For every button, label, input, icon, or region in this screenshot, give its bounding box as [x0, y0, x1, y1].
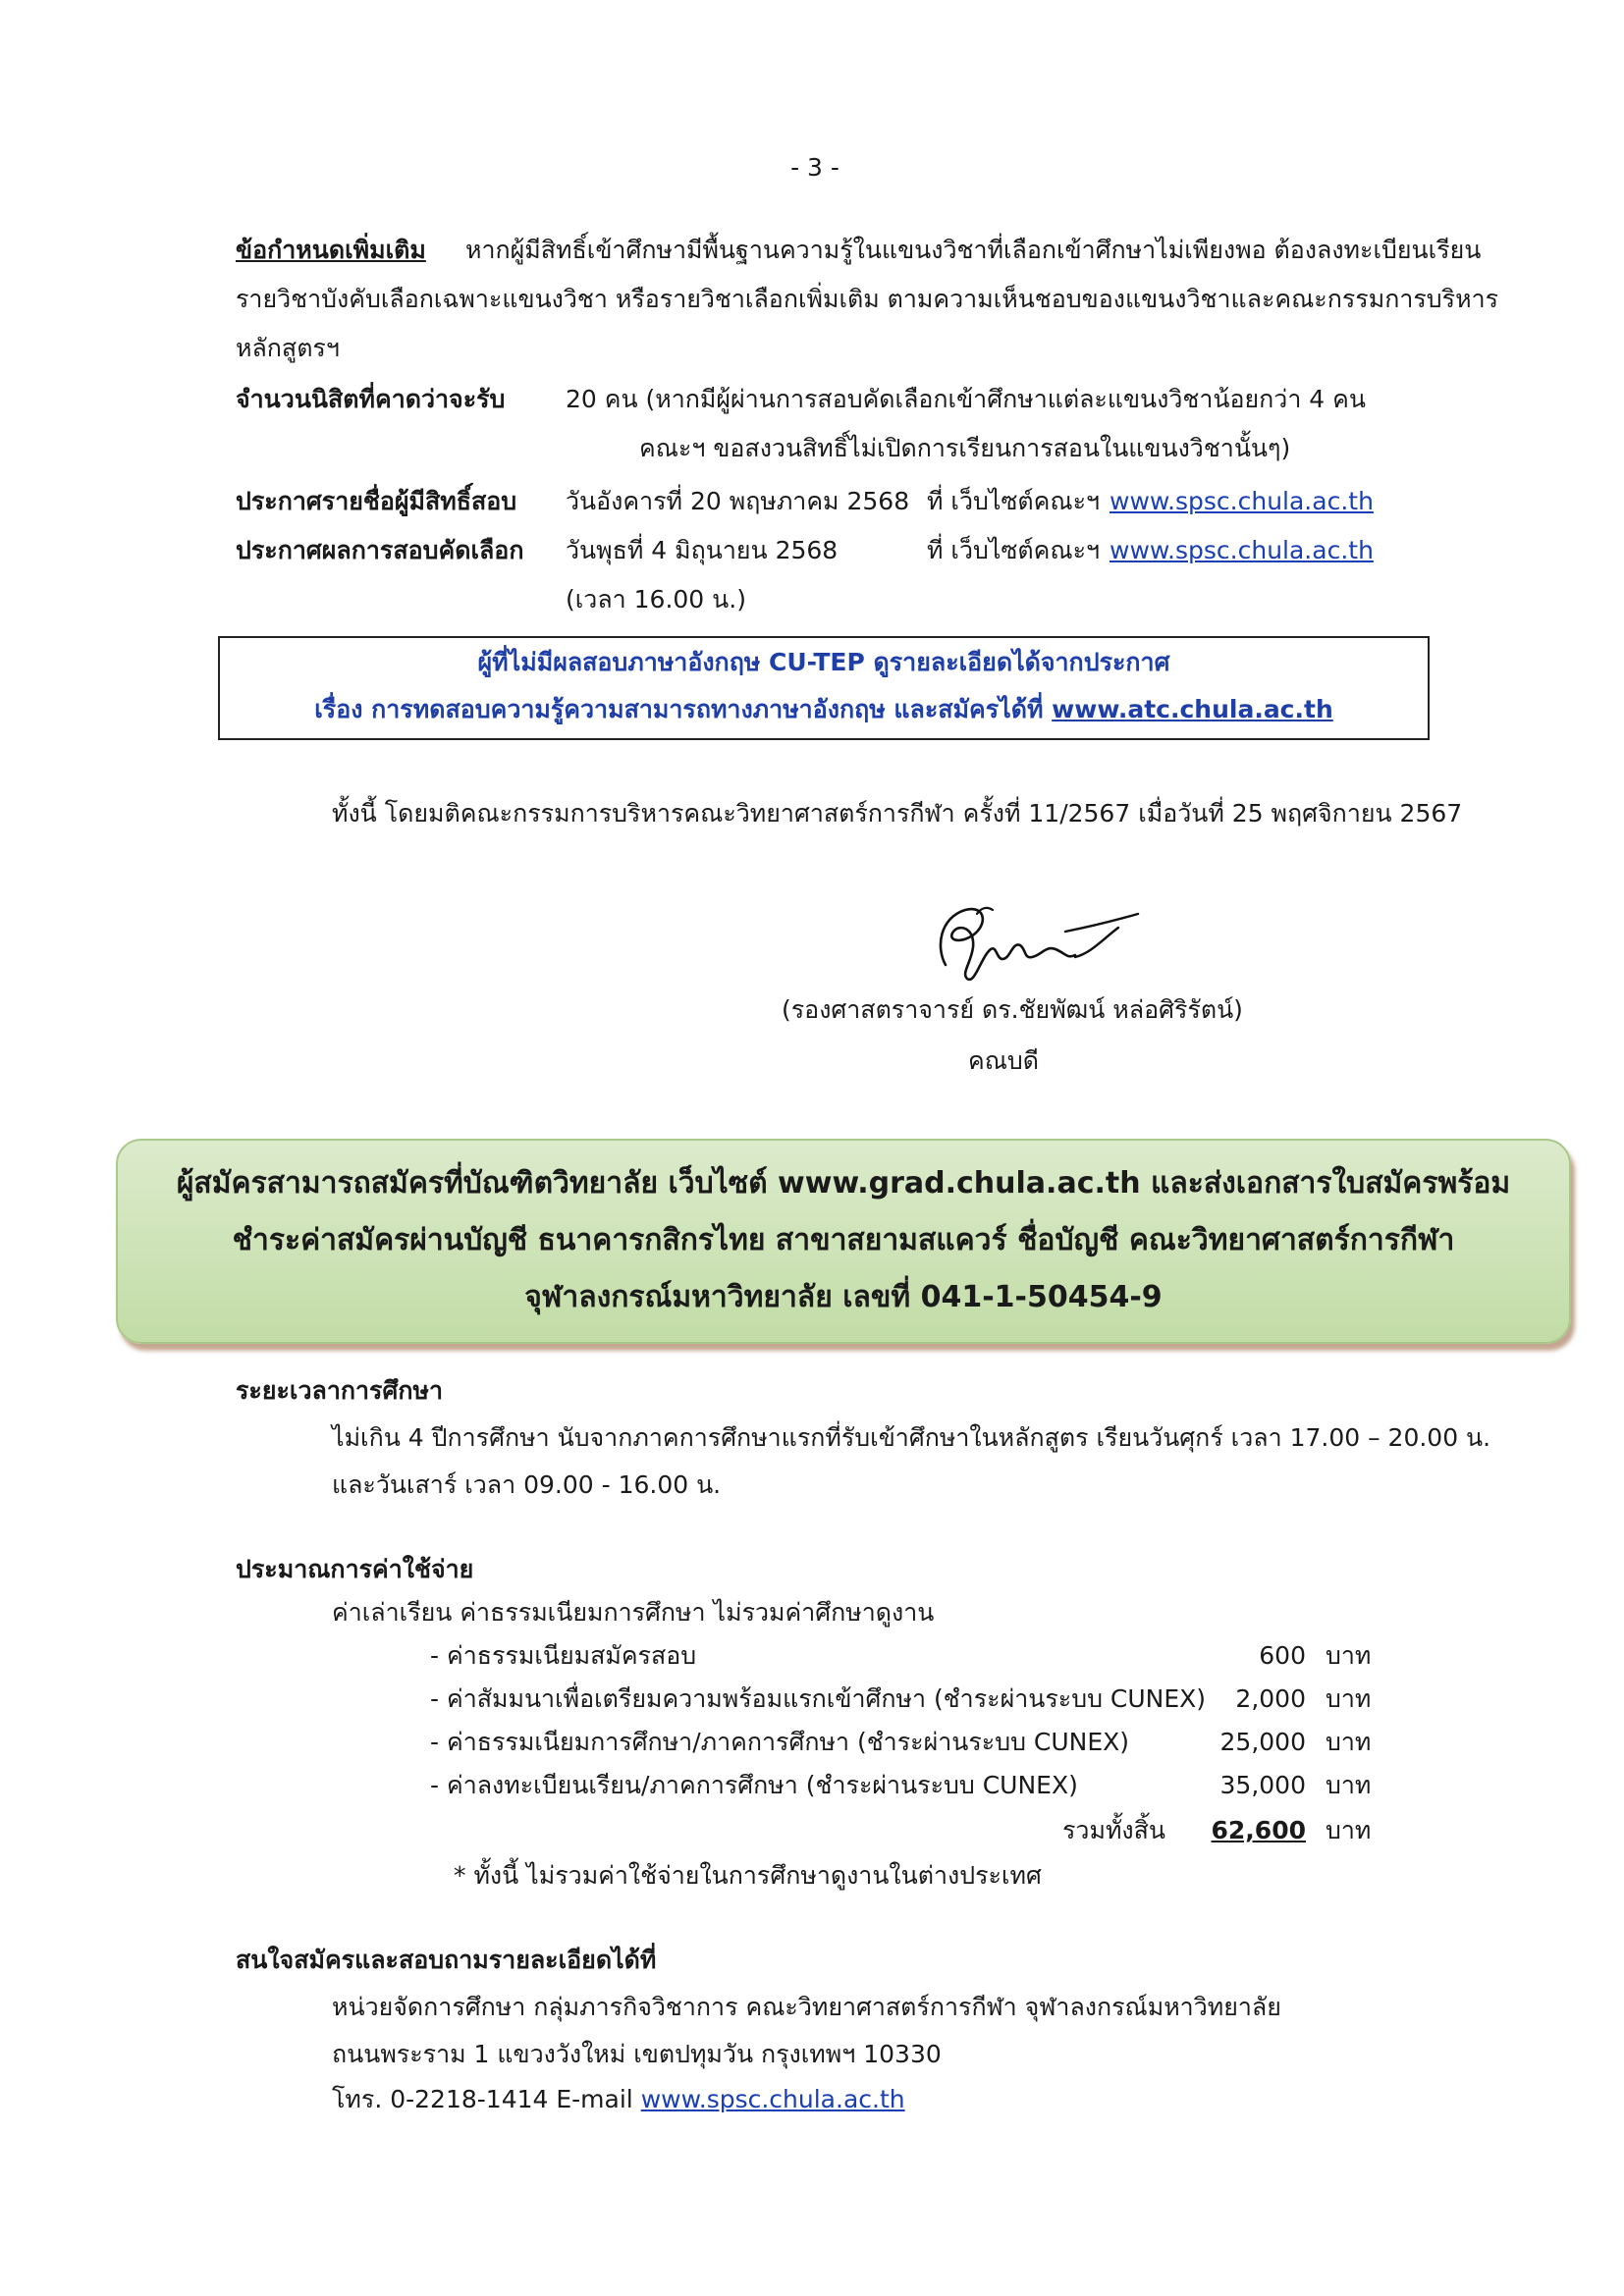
cost-item-unit: บาท: [1326, 1728, 1372, 1756]
cost-item-amount: 35,000: [1219, 1771, 1306, 1799]
signatory-name: (รองศาสตราจารย์ ดร.ชัยพัฒน์ หล่อศิริรัตน์): [782, 995, 1243, 1024]
expected-label: จำนวนนิสิตที่คาดว่าจะรับ: [236, 385, 506, 413]
result-announce-date: วันพุธที่ 4 มิถุนายน 2568: [566, 536, 839, 564]
contact-line1: หน่วยจัดการศึกษา กลุ่มภารกิจวิชาการ คณะวิทยาศาสตร์การกีฬา จุฬาลงกรณ์มหาวิทยาลัย: [332, 1993, 1281, 2021]
cost-total-unit: บาท: [1326, 1816, 1372, 1844]
result-announce-where: ที่ เว็บไซต์คณะฯ: [927, 536, 1101, 564]
result-announce-time: (เวลา 16.00 น.): [566, 585, 746, 614]
resolution-text: ทั้งนี้ โดยมติคณะกรรมการบริหารคณะวิทยาศาสตร์การกีฬา ครั้งที่ 11/2567 เมื่อวันที่ 25 พฤศจิกายน 2567: [332, 799, 1463, 828]
costs-note: * ทั้งนี้ ไม่รวมค่าใช้จ่ายในการศึกษาดูงานในต่างประเทศ: [454, 1861, 1042, 1890]
result-announce-label: ประกาศผลการสอบคัดเลือก: [236, 536, 524, 564]
cost-item-amount: 2,000: [1235, 1684, 1306, 1713]
duration-heading: ระยะเวลาการศึกษา: [236, 1376, 443, 1405]
cutep-notice-line2-text: เรื่อง การทดสอบความรู้ความสามารถทางภาษาอังกฤษ และสมัครได้ที่: [314, 695, 1053, 723]
cost-total-amount: 62,600: [1211, 1816, 1306, 1844]
requirement-text-line2: รายวิชาบังคับเลือกเฉพาะแขนงวิชา หรือรายวิชาเลือกเพิ่มเติม ตามความเห็นชอบของแขนงวิชาและคณะกรรมการบริหาร: [236, 285, 1499, 313]
cutep-notice-box: [218, 636, 1430, 740]
cost-item-label: - ค่าธรรมเนียมการศึกษา/ภาคการศึกษา (ชำระผ่านระบบ CUNEX): [430, 1728, 1130, 1756]
eligible-announce-link[interactable]: www.spsc.chula.ac.th: [1110, 487, 1374, 515]
duration-line2: และวันเสาร์ เวลา 09.00 - 16.00 น.: [332, 1470, 722, 1499]
signatory-title: คณบดี: [968, 1046, 1040, 1075]
expected-value-line2: คณะฯ ขอสงวนสิทธิ์ไม่เปิดการเรียนการสอนในแขนงวิชานั้นๆ): [639, 434, 1291, 462]
cost-item-amount: 600: [1259, 1641, 1306, 1670]
application-banner: [116, 1139, 1571, 1344]
result-announce-link[interactable]: www.spsc.chula.ac.th: [1110, 536, 1374, 564]
page-number: - 3 -: [790, 153, 839, 182]
expected-value-line1: 20 คน (หากมีผู้ผ่านการสอบคัดเลือกเข้าศึกษาแต่ละแขนงวิชาน้อยกว่า 4 คน: [566, 385, 1366, 413]
costs-heading: ประมาณการค่าใช้จ่าย: [236, 1555, 474, 1583]
requirement-text-line3: หลักสูตรฯ: [236, 334, 340, 362]
cost-item-label: - ค่าธรรมเนียมสมัครสอบ: [430, 1641, 697, 1670]
contact-line3: [332, 2083, 905, 2116]
cost-item-unit: บาท: [1326, 1771, 1372, 1799]
signature-image: [918, 888, 1154, 996]
costs-subheading: ค่าเล่าเรียน ค่าธรรมเนียมการศึกษา ไม่รวมค่าศึกษาดูงาน: [332, 1598, 935, 1627]
banner-line1: ผู้สมัครสามารถสมัครที่บัณฑิตวิทยาลัย เว็บไซต์ www.grad.chula.ac.th และส่งเอกสารใบสมัครพร้อม: [176, 1166, 1511, 1201]
contact-line2: ถนนพระราม 1 แขวงวังใหม่ เขตปทุมวัน กรุงเทพฯ 10330: [332, 2040, 942, 2068]
cost-item-label: - ค่าสัมมนาเพื่อเตรียมความพร้อมแรกเข้าศึกษา (ชำระผ่านระบบ CUNEX): [430, 1684, 1207, 1713]
cost-total-label: รวมทั้งสิ้น: [1062, 1816, 1165, 1844]
eligible-announce-label: ประกาศรายชื่อผู้มีสิทธิ์สอบ: [236, 487, 517, 515]
cutep-notice-line1: ผู้ที่ไม่มีผลสอบภาษาอังกฤษ CU-TEP ดูรายละเอียดได้จากประกาศ: [477, 648, 1170, 676]
contact-phone-email: โทร. 0-2218-1414 E-mail: [332, 2085, 641, 2113]
banner-line3: จุฬาลงกรณ์มหาวิทยาลัย เลขที่ 041-1-50454-9: [524, 1280, 1163, 1314]
cutep-link[interactable]: www.atc.chula.ac.th: [1052, 695, 1333, 723]
cost-item-unit: บาท: [1326, 1684, 1372, 1713]
contact-link[interactable]: www.spsc.chula.ac.th: [640, 2085, 905, 2113]
eligible-announce-where: ที่ เว็บไซต์คณะฯ: [927, 487, 1101, 515]
duration-line1: ไม่เกิน 4 ปีการศึกษา นับจากภาคการศึกษาแรกที่รับเข้าศึกษาในหลักสูตร เรียนวันศุกร์ เวลา 17.00 – 20.00 น.: [332, 1423, 1491, 1452]
cost-item-amount: 25,000: [1219, 1728, 1306, 1756]
cutep-notice-line2: [220, 693, 1428, 726]
cost-item-label: - ค่าลงทะเบียนเรียน/ภาคการศึกษา (ชำระผ่านระบบ CUNEX): [430, 1771, 1078, 1799]
cost-item-unit: บาท: [1326, 1641, 1372, 1670]
requirement-label: ข้อกำหนดเพิ่มเติม: [236, 236, 426, 264]
requirement-text-line1: หากผู้มีสิทธิ์เข้าศึกษามีพื้นฐานความรู้ในแขนงวิชาที่เลือกเข้าศึกษาไม่เพียงพอ ต้องลงทะเบียนเรียน: [465, 236, 1482, 264]
contact-heading: สนใจสมัครและสอบถามรายละเอียดได้ที่: [236, 1946, 657, 1974]
eligible-announce-date: วันอังคารที่ 20 พฤษภาคม 2568: [566, 487, 910, 515]
banner-line2: ชำระค่าสมัครผ่านบัญชี ธนาคารกสิกรไทย สาขาสยามสแควร์ ชื่อบัญชี คณะวิทยาศาสตร์การกีฬา: [232, 1223, 1455, 1257]
